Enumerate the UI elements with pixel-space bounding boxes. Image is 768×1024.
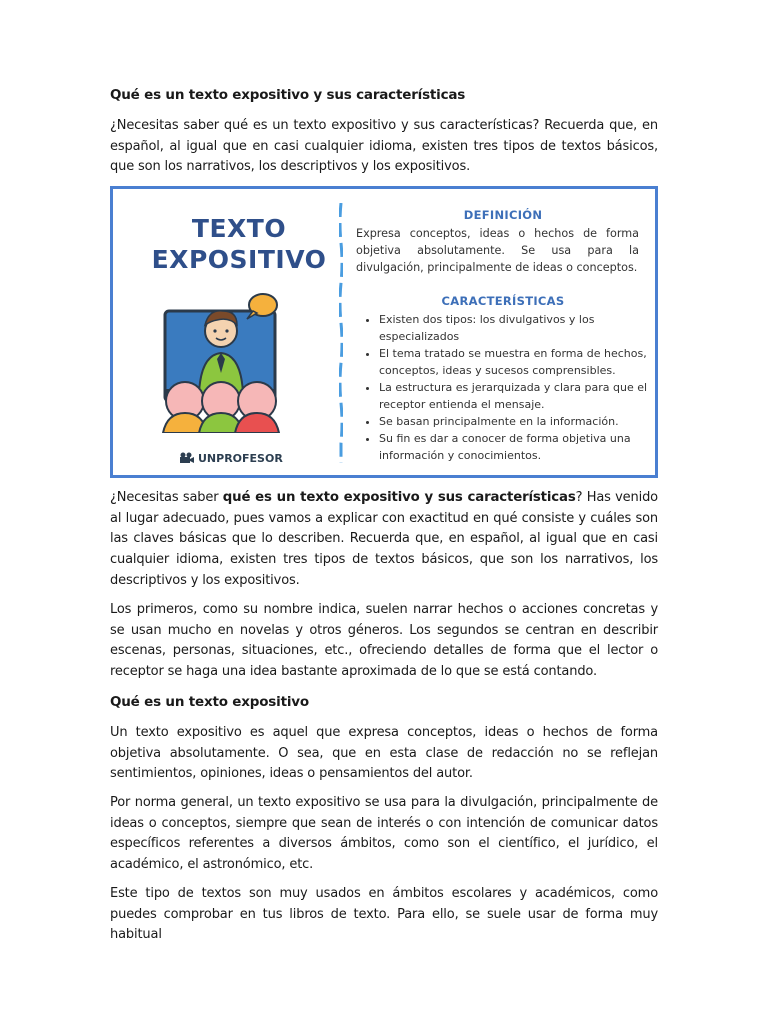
heading-what-is-expository-text: Qué es un texto expositivo y sus características xyxy=(110,87,466,103)
characteristics-list xyxy=(365,311,649,464)
characteristic-item: • Existen dos tipos: los divulgativos y los especializados xyxy=(379,311,649,345)
definition-text: Expresa conceptos, ideas o hechos de forma objetiva absolutamente. Se usa para la divulgación, principalmente de ideas o conceptos. xyxy=(356,227,639,274)
infographic-title-line1: TEXTO xyxy=(191,214,287,243)
p2-text-start: ¿Necesitas saber xyxy=(110,490,223,505)
infographic-texto-expositivo xyxy=(110,186,658,478)
camera-logo-icon xyxy=(179,452,195,464)
paragraph-6: Este tipo de textos son muy usados en ámbitos escolares y académicos, como puedes comprobar en tus libros de texto. Para ello, se suele usar de forma muy habitual xyxy=(110,886,658,943)
heading-what-is: Qué es un texto expositivo xyxy=(110,694,309,710)
characteristic-item: • Se basan principalmente en la información. xyxy=(379,413,649,430)
paragraph-4: Un texto expositivo es aquel que expresa conceptos, ideas o hechos de forma objetiva absolutamente. O sea, que en esta clase de redacción no se reflejan sentimientos, opiniones, ideas o pensamientos del autor. xyxy=(110,725,658,782)
teacher-illustration xyxy=(159,293,289,433)
logo-text: UNPROFESOR xyxy=(198,452,283,465)
paragraph-2 xyxy=(110,488,658,592)
paragraph-3: Los primeros, como su nombre indica, suelen narrar hechos o acciones concretas y se usan mucho en novelas y otros géneros. Los segundos se centran en describir escenas, personas, situaciones, etc., ofreciendo detalles de forma que el lector o receptor se haga una idea bastante aproximada de lo que se está contando. xyxy=(110,602,658,680)
characteristic-item: • Su fin es dar a conocer de forma objetiva una información y conocimientos. xyxy=(379,430,649,464)
infographic-title-line2: EXPOSITIVO xyxy=(151,245,327,274)
characteristics-heading: CARACTERÍSTICAS xyxy=(441,294,565,308)
p2-text-end: ? Has venido al lugar adecuado, pues vamos a explicar con exactitud en qué consiste y cuáles son las claves básicas que lo describen. Recuerda que, en español, al igual que en casi cualquier idioma, existen tres tipos de textos básicos, que son los narrativos, los descriptivos y los expositivos. xyxy=(110,490,658,588)
p2-bold-phrase: qué es un texto expositivo y sus características xyxy=(222,490,576,505)
intro-paragraph: ¿Necesitas saber qué es un texto expositivo y sus características? Recuerda que, en español, al igual que en casi cualquier idioma, existen tres tipos de textos básicos, que son los narrativos, los descriptivos y los expositivos. xyxy=(110,118,658,175)
characteristic-item: • El tema tratado se muestra en forma de hechos, conceptos, ideas y sucesos comprensibles. xyxy=(379,345,649,379)
dashed-divider xyxy=(339,203,343,463)
paragraph-5: Por norma general, un texto expositivo se usa para la divulgación, principalmente de ideas o conceptos, siempre que sean de interés o con intención de comunicar datos específicos referentes a diversos ámbitos, como son el científico, el jurídico, el académico, el astronómico, etc. xyxy=(110,795,658,873)
unprofesor-logo xyxy=(179,452,283,465)
infographic-title xyxy=(149,213,329,275)
characteristic-item: • La estructura es jerarquizada y clara para que el receptor entienda el mensaje. xyxy=(379,379,649,413)
definition-heading: DEFINICIÓN xyxy=(463,208,543,222)
